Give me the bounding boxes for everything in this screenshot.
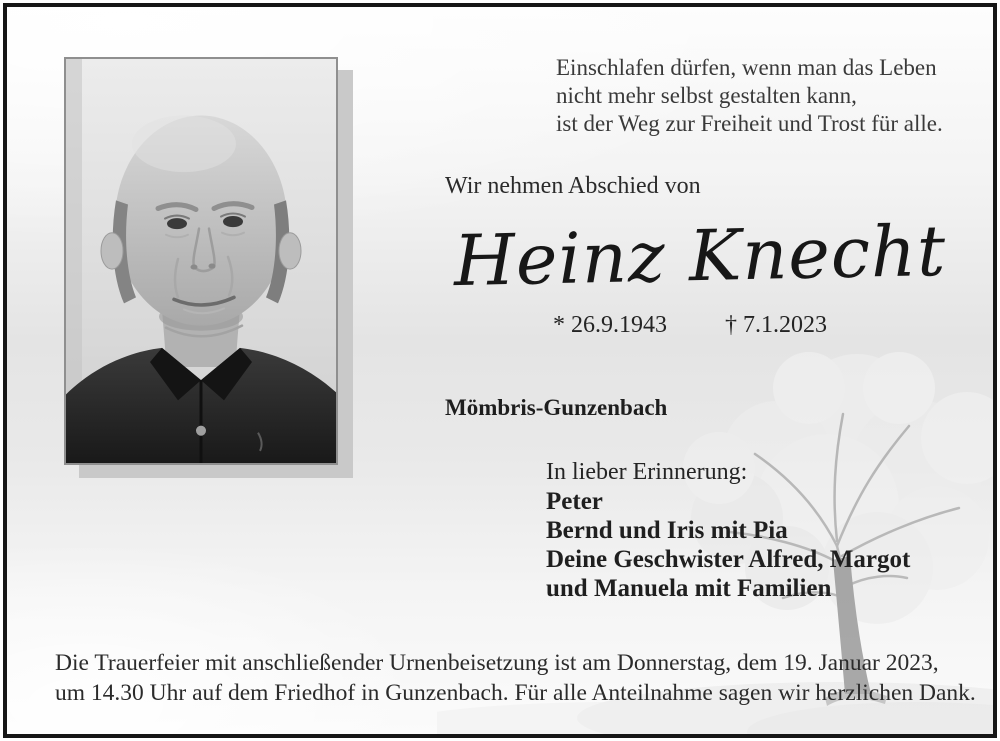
funeral-line-2: um 14.30 Uhr auf dem Friedhof in Gunzenbach. Für alle Anteilnahme sagen wir herzlichen Dank. — [55, 680, 976, 706]
epigraph-line-1: Einschlafen dürfen, wenn man das Leben — [556, 55, 937, 80]
portrait-image — [66, 59, 336, 463]
mourner-line-1: Peter — [546, 488, 603, 515]
funeral-line-1: Die Trauerfeier mit anschließender Urnenbeisetzung ist am Donnerstag, dem 19. Januar 2023, — [55, 650, 939, 676]
deceased-name: Heinz Knecht — [453, 209, 947, 303]
memorial-block — [546, 458, 910, 603]
hometown: Mömbris-Gunzenbach — [445, 395, 668, 420]
epigraph — [556, 54, 943, 138]
epigraph-line-2: nicht mehr selbst gestalten kann, — [556, 83, 857, 108]
death-date: † 7.1.2023 — [725, 312, 827, 338]
mourner-line-4: und Manuela mit Familien — [546, 575, 832, 602]
funeral-announcement — [55, 648, 976, 708]
memorial-heading: In lieber Erinnerung: — [546, 459, 748, 485]
farewell-intro: Wir nehmen Abschied von — [445, 173, 701, 199]
birth-date: * 26.9.1943 — [553, 312, 667, 338]
mourner-line-2: Bernd und Iris mit Pia — [546, 517, 788, 544]
epigraph-line-3: ist der Weg zur Freiheit und Trost für alle. — [556, 111, 943, 136]
mourner-line-3: Deine Geschwister Alfred, Margot — [546, 546, 911, 573]
portrait-photo — [64, 57, 338, 465]
obituary-card — [3, 3, 997, 738]
life-dates — [410, 312, 970, 339]
